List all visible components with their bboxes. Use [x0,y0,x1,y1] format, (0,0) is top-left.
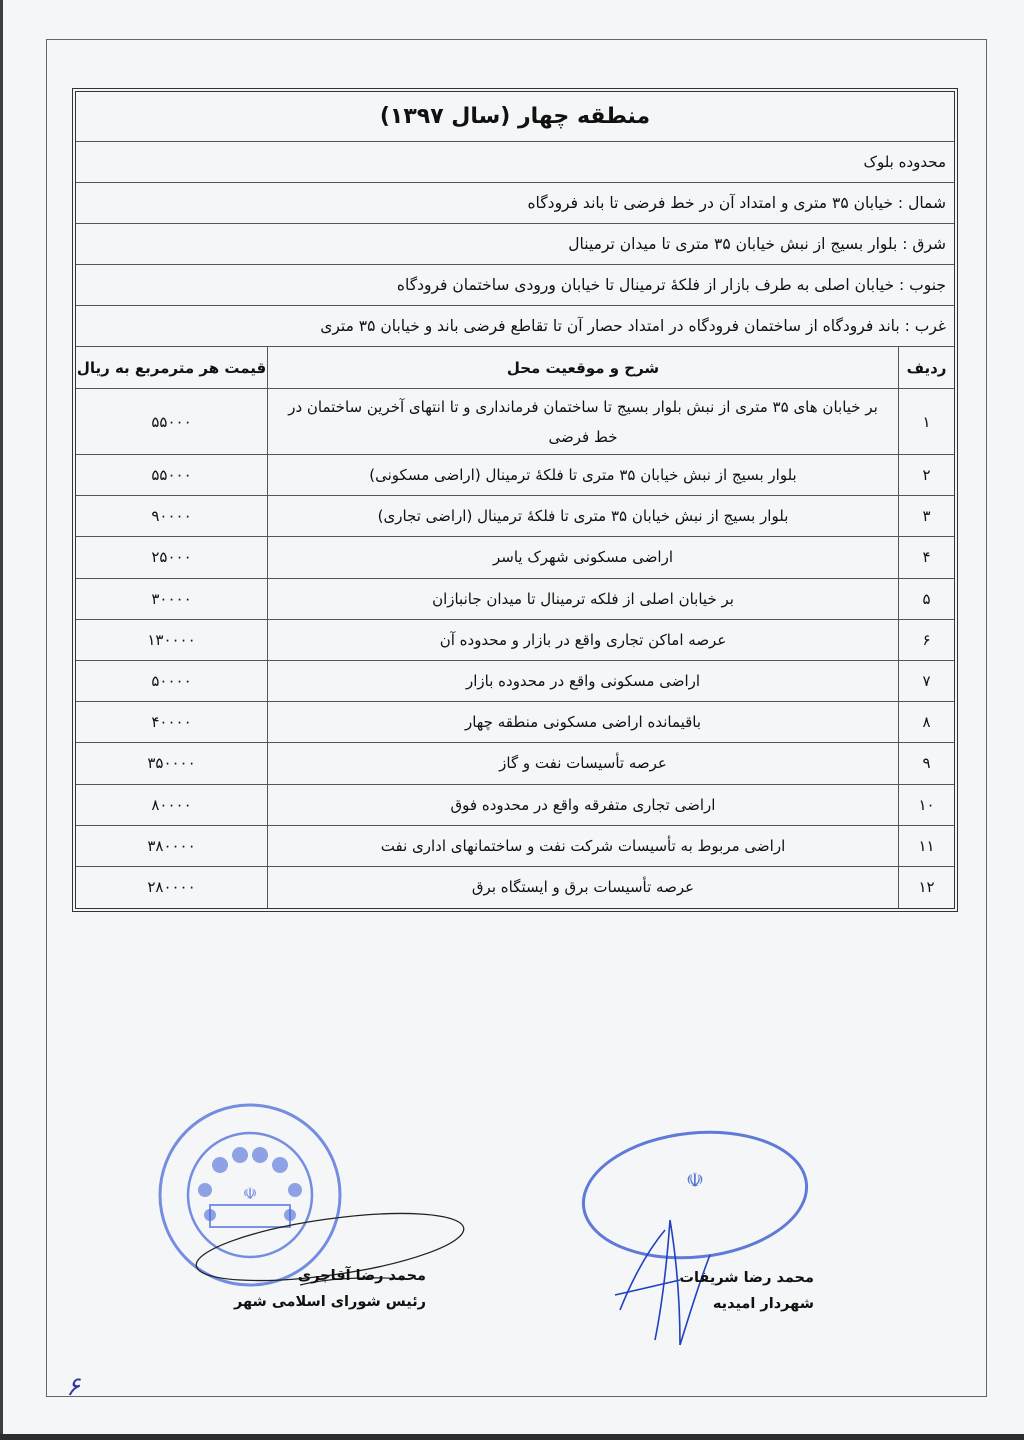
boundary-text: خیابان ۳۵ متری و امتداد آن در خط فرضی تا باند فرودگاه [527,194,893,212]
row-index: ۲ [898,455,954,495]
row-description: بلوار بسیج از نبش خیابان ۳۵ متری تا فلکهٔ ترمینال (اراضی تجاری) [267,496,898,536]
row-description: بلوار بسیج از نبش خیابان ۳۵ متری تا فلکهٔ ترمینال (اراضی مسکونی) [267,455,898,495]
mayor-name: محمد رضا شریفات [679,1270,814,1286]
boundary-label: شرق [912,235,946,253]
row-index: ۱۲ [898,867,954,908]
row-index: ۱ [898,389,954,454]
boundary-label: شمال [908,194,946,212]
table-row [76,579,954,620]
row-index: ۱۱ [898,826,954,866]
mayor-signature-block [679,1270,814,1312]
row-price: ۵۵۰۰۰ [151,466,192,485]
row-index: ۴ [898,537,954,577]
row-price: ۲۵۰۰۰ [151,548,192,567]
document-title: منطقه چهار (سال ۱۳۹۷) [379,104,651,129]
table-row [76,455,954,496]
pricing-table [72,88,958,912]
row-price: ۳۰۰۰۰ [151,589,192,608]
row-index: ۶ [898,620,954,660]
council-signature-block [234,1268,426,1310]
row-description: اراضی مسکونی واقع در محدوده بازار [267,661,898,701]
header-price: قیمت هر مترمربع به ریال [76,358,267,377]
row-description: بر خیابان اصلی از فلکه ترمینال تا میدان جانبازان [267,579,898,619]
table-row [76,537,954,578]
table-row [76,785,954,826]
row-price: ۳۸۰۰۰۰ [147,836,196,855]
table-row [76,496,954,537]
row-price: ۴۰۰۰۰ [151,713,192,732]
table-row [76,389,954,455]
boundary-text: خیابان اصلی به طرف بازار از فلکهٔ ترمینال تا خیابان ورودی ساختمان فرودگاه [396,276,895,294]
row-price: ۱۳۰۰۰۰ [147,630,196,649]
table-row [76,743,954,784]
mayor-role: شهردار امیدیه [712,1296,814,1312]
table-row [76,620,954,661]
row-price: ۳۵۰۰۰۰ [147,754,196,773]
boundary-west: غرب : باند فرودگاه از ساختمان فرودگاه در امتداد حصار آن تا تقاطع فرضی باند و خیابان ۳۵ متری [320,317,946,335]
boundary-text: بلوار بسیج از نبش خیابان ۳۵ متری تا میدان ترمینال [568,235,898,253]
boundary-label: جنوب [909,276,946,294]
block-boundary-heading: محدوده بلوک [863,153,946,171]
page-number: ۶ [66,1372,80,1402]
scan-bottom-edge [0,1434,1024,1440]
table-header-row [76,347,954,389]
row-index: ۳ [898,496,954,536]
row-description: اراضی مسکونی شهرک یاسر [267,537,898,577]
header-description: شرح و موقعیت محل [267,347,898,388]
council-chair-name: محمد رضا آقاجری [297,1268,426,1284]
row-description: باقیمانده اراضی مسکونی منطقه چهار [267,702,898,742]
header-index: ردیف [898,347,954,388]
row-description: بر خیابان های ۳۵ متری از نبش بلوار بسیج تا ساختمان فرمانداری و تا انتهای آخرین ساختمان در خط فرضی [267,389,898,454]
row-index: ۷ [898,661,954,701]
svg-text:☫: ☫ [686,1168,704,1192]
boundary-north: شمال : خیابان ۳۵ متری و امتداد آن در خط فرضی تا باند فرودگاه [527,194,946,212]
row-description: اراضی مربوط به تأسیسات شرکت نفت و ساختمانهای اداری نفت [267,826,898,866]
row-index: ۹ [898,743,954,783]
row-price: ۲۸۰۰۰۰ [147,878,196,897]
row-description: عرصه تأسیسات برق و ایستگاه برق [267,867,898,908]
boundary-text: باند فرودگاه از ساختمان فرودگاه در امتداد حصار آن تا تقاطع فرضی باند و خیابان ۳۵ متری [320,317,900,335]
table-row [76,702,954,743]
row-price: ۵۰۰۰۰ [151,672,192,691]
row-description: عرصه اماکن تجاری واقع در بازار و محدوده آن [267,620,898,660]
row-price: ۹۰۰۰۰ [151,507,192,526]
svg-text:☫: ☫ [242,1184,258,1203]
row-description: عرصه تأسیسات نفت و گاز [267,743,898,783]
table-row [76,867,954,908]
row-price: ۸۰۰۰۰ [151,795,192,814]
table-row [76,661,954,702]
boundary-south: جنوب : خیابان اصلی به طرف بازار از فلکهٔ ترمینال تا خیابان ورودی ساختمان فرودگاه [396,276,946,294]
row-index: ۵ [898,579,954,619]
council-chair-role: رئیس شورای اسلامی شهر [233,1294,426,1310]
row-description: اراضی تجاری متفرقه واقع در محدوده فوق [267,785,898,825]
row-index: ۱۰ [898,785,954,825]
row-price: ۵۵۰۰۰ [151,412,192,431]
boundary-east: شرق : بلوار بسیج از نبش خیابان ۳۵ متری تا میدان ترمینال [568,235,946,253]
boundary-label: غرب [914,317,946,335]
table-row [76,826,954,867]
row-index: ۸ [898,702,954,742]
